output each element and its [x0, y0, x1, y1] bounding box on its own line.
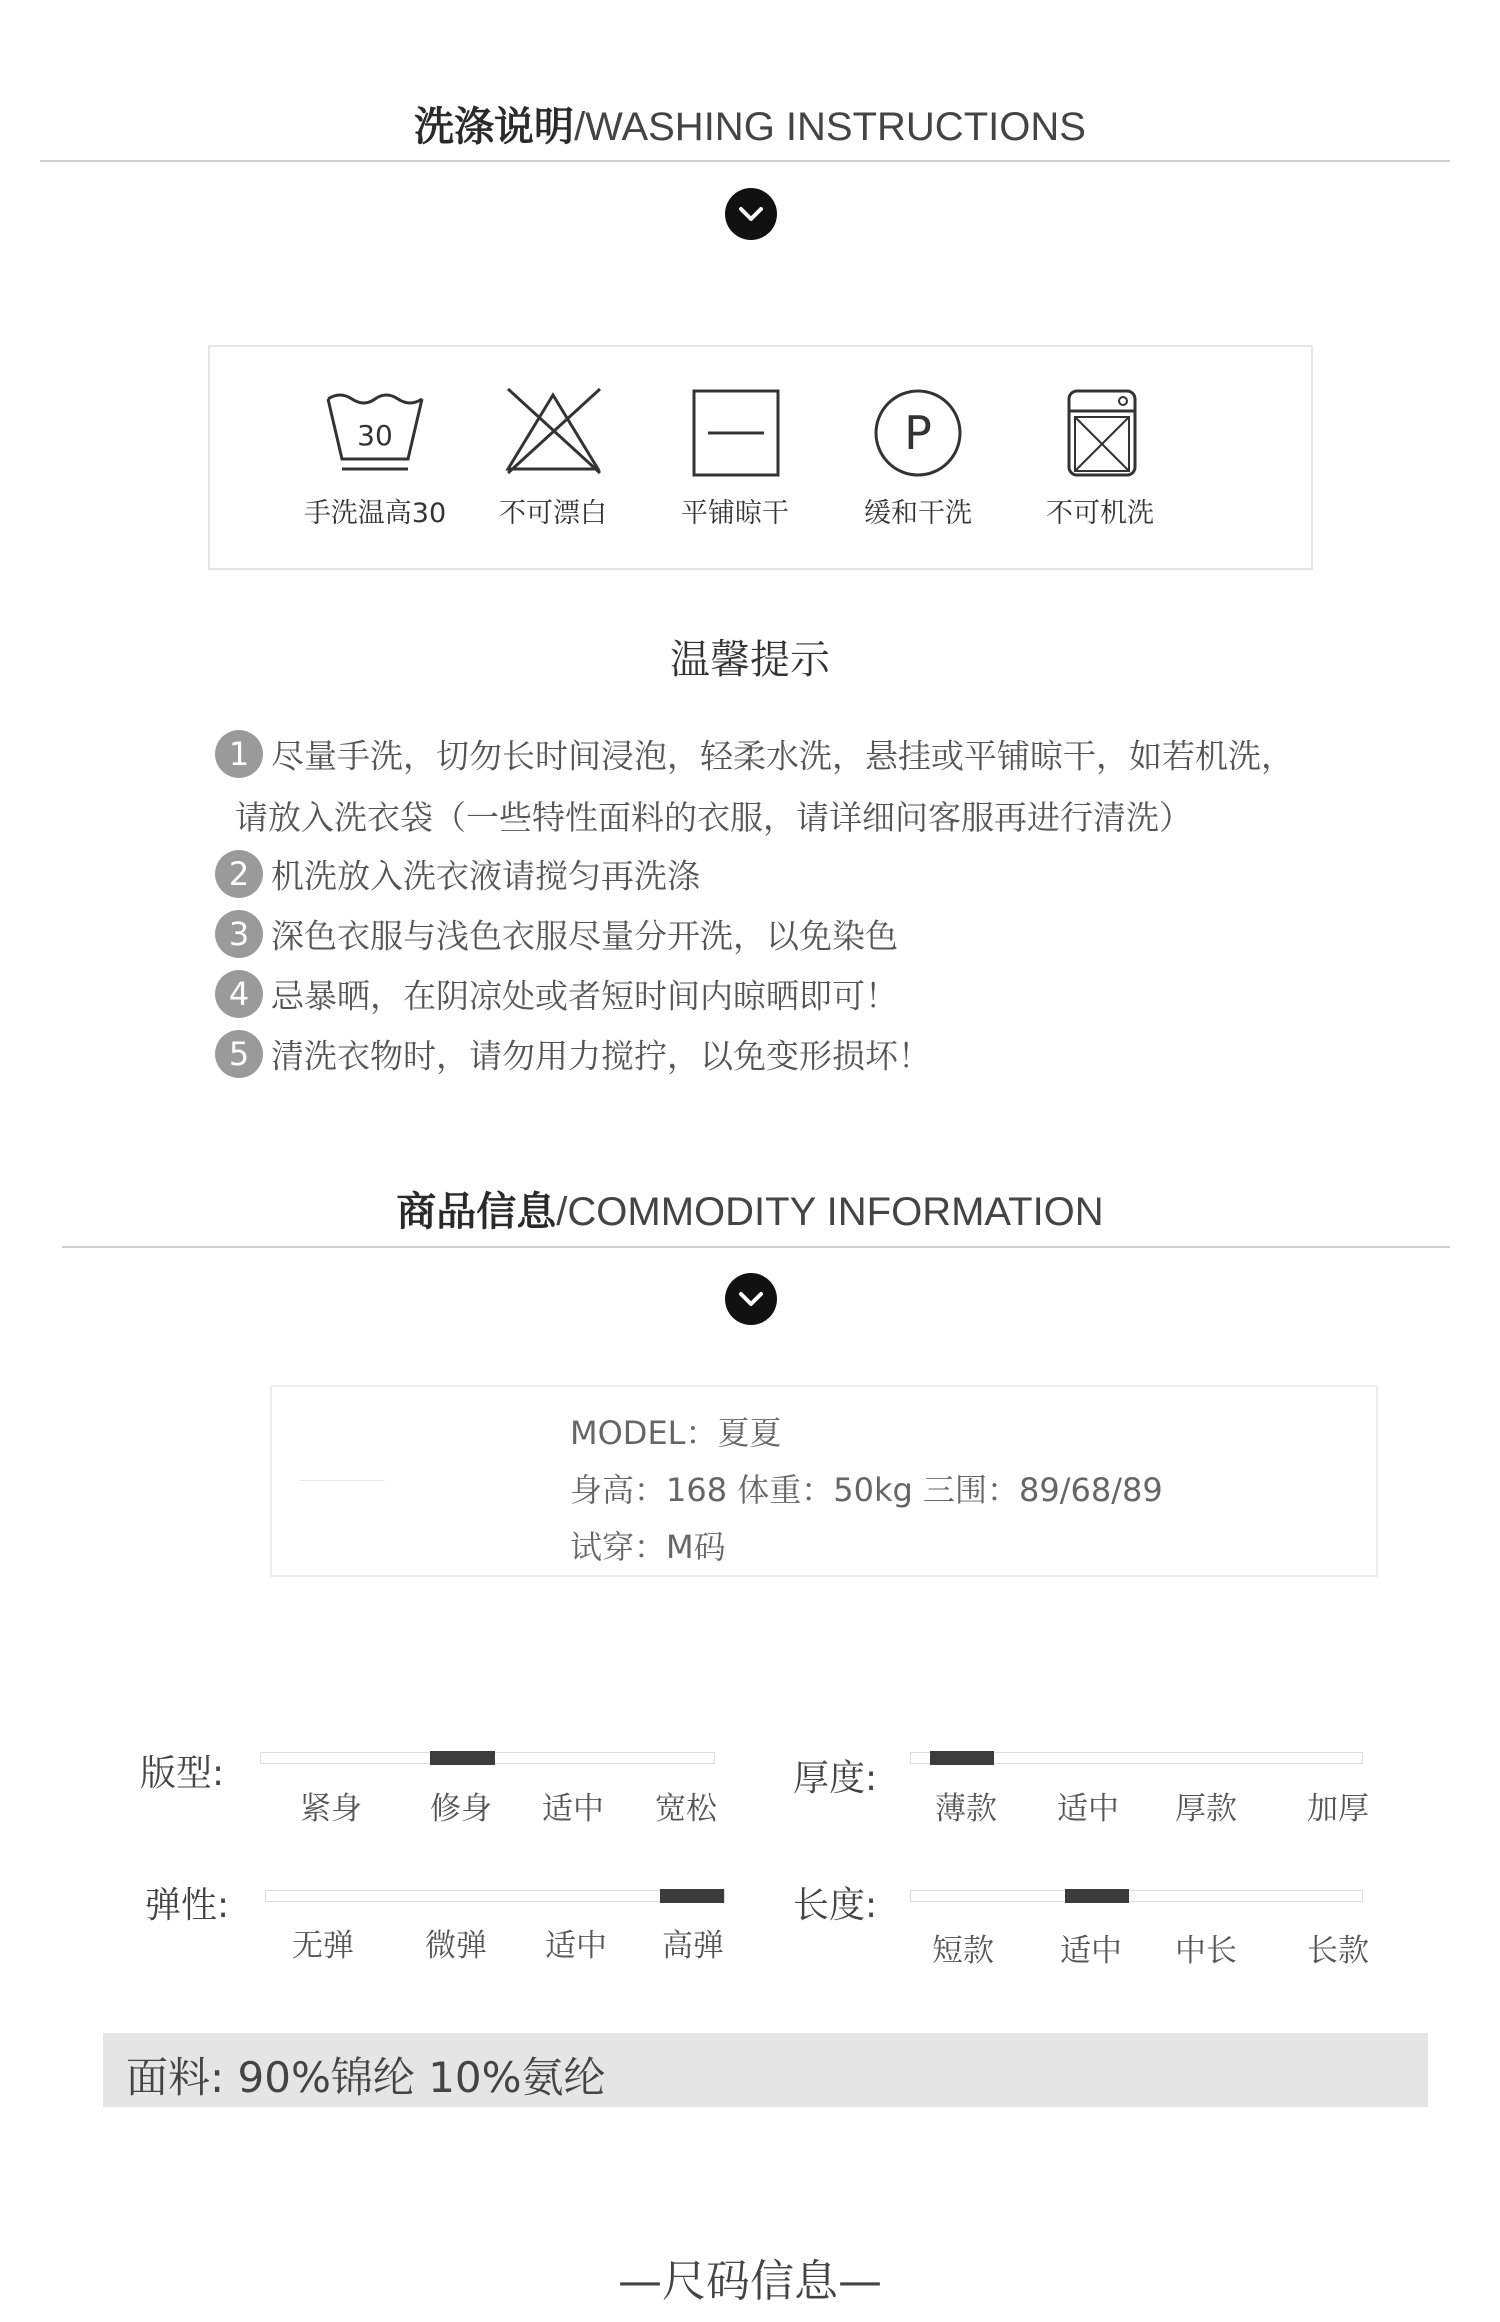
- care-item-no-machine-wash: [1015, 387, 1185, 530]
- tip-number-badge: 1: [215, 730, 263, 778]
- washing-section-title: [0, 95, 1500, 152]
- fit-option: 宽松: [655, 1791, 717, 1827]
- fit-label: 版型:: [140, 1753, 225, 1794]
- flat-dry-icon: [680, 387, 790, 477]
- tip-number-badge: 2: [215, 850, 263, 898]
- length-option: 短款: [932, 1933, 994, 1969]
- tip-item: [215, 1030, 931, 1078]
- elasticity-option: 高弹: [662, 1928, 724, 1964]
- thickness-option: 适中: [1057, 1791, 1119, 1827]
- model-name: MODEL：夏夏: [570, 1414, 782, 1452]
- fit-option: 修身: [430, 1791, 492, 1827]
- elasticity-scale-track: [265, 1890, 725, 1902]
- elasticity-option: 适中: [545, 1928, 607, 1964]
- commodity-title-en: /COMMODITY INFORMATION: [556, 1190, 1104, 1234]
- fit-option: 适中: [542, 1791, 604, 1827]
- length-label: 长度:: [793, 1885, 878, 1926]
- chevron-down-icon: [725, 1273, 777, 1325]
- thickness-option: 厚款: [1175, 1791, 1237, 1827]
- care-label: 不可机洗: [1046, 498, 1154, 529]
- tip-item: [215, 970, 898, 1018]
- care-label: 缓和干洗: [864, 498, 972, 529]
- no-machine-wash-icon: [1045, 387, 1155, 477]
- tip-text: 忌暴晒，在阴凉处或者短时间内晾晒即可！: [271, 976, 898, 1016]
- care-item-dry-clean: [833, 387, 1003, 530]
- tip-number-badge: 5: [215, 1030, 263, 1078]
- tips-title: 温馨提示: [670, 637, 830, 683]
- commodity-section-title: [0, 1180, 1500, 1237]
- elasticity-label: 弹性:: [145, 1885, 230, 1926]
- commodity-title-cn: 商品信息: [396, 1189, 557, 1235]
- elasticity-option: 微弹: [425, 1928, 487, 1964]
- care-item-hand-wash: [290, 387, 460, 530]
- elasticity-scale-marker: [660, 1889, 724, 1903]
- tip-text: 深色衣服与浅色衣服尽量分开洗，以免染色: [271, 916, 898, 956]
- dry-clean-p-icon: [863, 387, 973, 477]
- thickness-scale-marker: [930, 1751, 994, 1765]
- model-fit-size: 试穿：M码: [570, 1528, 726, 1566]
- elasticity-option: 无弹: [292, 1928, 354, 1964]
- size-info-title: —尺码信息—: [618, 2256, 882, 2307]
- length-option: 长款: [1307, 1933, 1369, 1969]
- fit-option: 紧身: [300, 1791, 362, 1827]
- washing-title-en: /WASHING INSTRUCTIONS: [574, 105, 1086, 149]
- thickness-option: 加厚: [1307, 1791, 1369, 1827]
- chevron-down-icon: [725, 188, 777, 240]
- washing-divider: [40, 160, 1450, 162]
- decorative-line: [300, 1480, 385, 1481]
- fabric-composition: 面料: 90%锦纶 10%氨纶: [126, 2053, 606, 2102]
- care-symbols-panel: [208, 345, 1313, 570]
- care-item-flat-dry: [650, 387, 820, 530]
- length-option: 适中: [1060, 1933, 1122, 1969]
- svg-text:P: P: [904, 406, 932, 460]
- washing-title-cn: 洗涤说明: [414, 104, 575, 150]
- thickness-option: 薄款: [935, 1791, 997, 1827]
- tip-text: 尽量手洗，切勿长时间浸泡，轻柔水洗，悬挂或平铺晾干，如若机洗，: [271, 736, 1294, 776]
- length-option: 中长: [1175, 1933, 1237, 1969]
- tip-item: [215, 910, 898, 958]
- model-measurements: 身高：168 体重：50kg 三围：89/68/89: [570, 1471, 1163, 1509]
- tip-item: [215, 850, 700, 898]
- svg-text:30: 30: [357, 419, 393, 452]
- care-item-no-bleach: [468, 387, 638, 530]
- care-label: 平铺晾干: [681, 498, 789, 529]
- no-bleach-icon: [498, 387, 608, 477]
- commodity-divider: [62, 1246, 1450, 1248]
- hand-wash-30-icon: [320, 387, 430, 477]
- care-label: 不可漂白: [499, 498, 607, 529]
- tip-number-badge: 4: [215, 970, 263, 1018]
- tip-item: [215, 730, 1294, 778]
- tip-text-continued: 请放入洗衣袋（一些特性面料的衣服，请详细问客服再进行清洗）: [235, 798, 1192, 837]
- fit-scale-marker: [430, 1751, 495, 1765]
- fabric-bar: [103, 2033, 1428, 2107]
- length-scale-marker: [1065, 1889, 1129, 1903]
- length-scale-track: [910, 1890, 1363, 1902]
- thickness-label: 厚度:: [793, 1758, 878, 1799]
- tip-number-badge: 3: [215, 910, 263, 958]
- care-label: 手洗温高30: [303, 498, 447, 529]
- tip-text: 机洗放入洗衣液请搅匀再洗涤: [271, 856, 700, 896]
- tip-text: 清洗衣物时，请勿用力搅拧，以免变形损坏！: [271, 1036, 931, 1076]
